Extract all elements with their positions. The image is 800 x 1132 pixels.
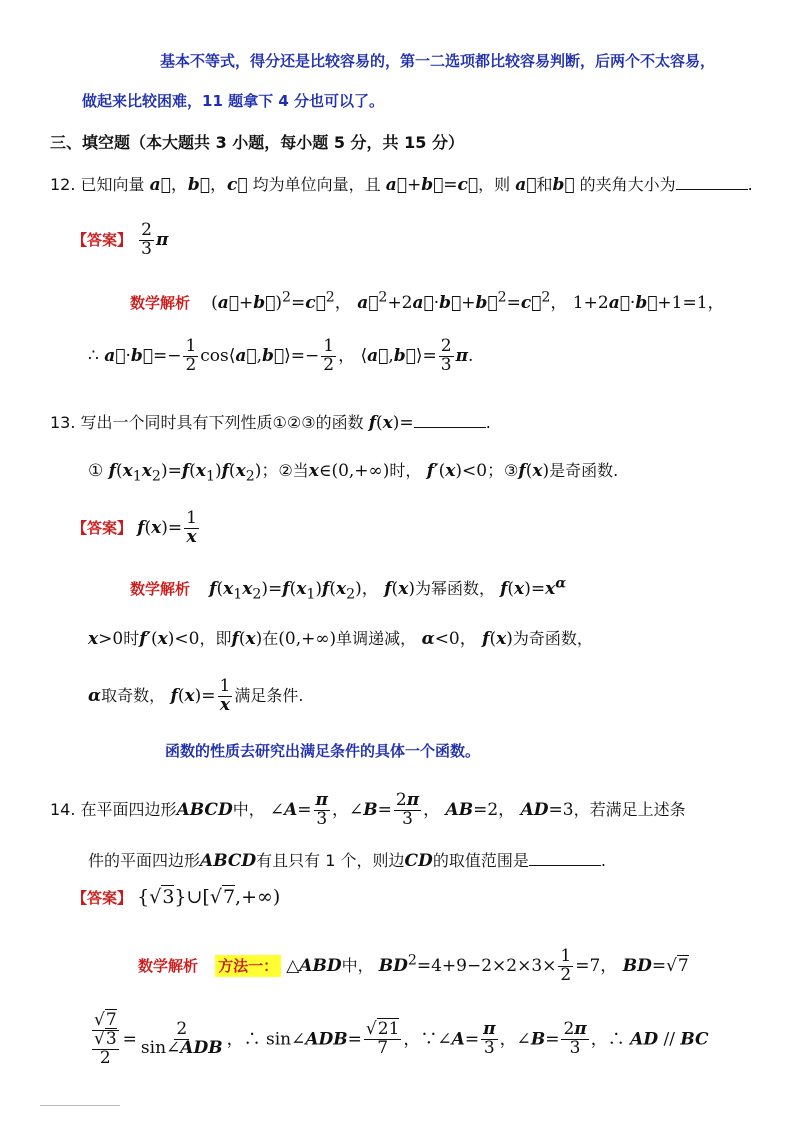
q13-text: 写出一个同时具有下列性质①②③的函数 <box>80 413 364 432</box>
q12-text-a: 已知向量 <box>80 175 145 194</box>
q13-number: 13. <box>50 413 76 432</box>
q13-sol-f: 为奇函数， <box>512 629 593 648</box>
q13-sol-c: ，即 <box>199 629 232 648</box>
q14-in: 中， <box>341 955 374 975</box>
q13-conditions: ① $f(x_1x_2)=f(x_1)f(x_2)$；②当x∈(0,+∞)时， f′(x)<0；③f(x)是奇函数. <box>88 461 619 485</box>
q14-solution-line-2: $\frac{√7}{\frac{√3}{2}}$ = $\frac{2}{\text{sin∠ADB}}$ ，∴ sin∠ADB= $\frac{√21}{7}$ ，∵∠A= $\frac{\pi}{3}$ ，∠B= $\frac{2\pi}{3}$ ，∴ AD // BC <box>94 1010 709 1068</box>
answer-blank <box>529 851 601 866</box>
comment-line-3: 函数的性质去研究出满足条件的具体一个函数。 <box>165 742 481 760</box>
comment-line-1: 基本不等式，得分还是比较容易的，第一二选项都比较容易判断，后两个不太容易， <box>160 52 716 70</box>
analysis-label: 数学解析 <box>130 294 191 312</box>
q12-number: 12. <box>50 175 76 194</box>
q13-sol-g: 取奇数， <box>101 685 166 705</box>
q12-and: 和 <box>536 175 553 194</box>
question-14: 14. 在平面四边形ABCD中， ∠A= $\frac{\pi}{3}$ ，∠B= $\frac{2\pi}{3}$ ， AB=2， AD=3，若满足上述条 <box>50 790 686 829</box>
q14-text-e: 有且只有 1 个，则边 <box>256 851 405 870</box>
q12-text-c: ，则 <box>478 175 511 194</box>
q14-text-c: ，若满足上述条 <box>573 799 686 819</box>
q13-sol-d: 在 <box>262 629 279 648</box>
q13-sol-e: 单调递减， <box>336 629 417 648</box>
q13-sol-b: 时 <box>123 629 140 648</box>
q13-solution-line-1: 数学解析 $f(x_1x_2)=f(x_1)f(x_2)$， f(x)为幂函数， $f(x)=x^\alpha$ <box>130 575 567 603</box>
q14-text-d: 件的平面四边形 <box>88 851 201 870</box>
analysis-label: 数学解析 <box>138 956 199 975</box>
question-12: 12. 已知向量 a⃗，b⃗，c⃗ 均为单位向量，且 a⃗+b⃗=c⃗，则 a⃗和b⃗ 的夹角大小为 . <box>50 175 753 195</box>
method-one-highlight: 方法一： <box>215 955 281 977</box>
q13-solution-line-3: α取奇数， f(x)= $\frac{1}{x}$ 满足条件. <box>88 676 304 715</box>
q12-solution-line-2: ∴ a⃗·b⃗=− $\frac{1}{2}$ cos⟨a⃗,b⃗⟩=− $\frac{1}{2}$ ， ⟨a⃗,b⃗⟩= $\frac{2}{3}$ π. <box>88 336 474 375</box>
q12-solution-line-1: 数学解析 (a⃗+b⃗)$^2$=c⃗$^2$， a⃗$^2$+2a⃗·b⃗+b⃗$^2$=c⃗$^2$， 1+2a⃗·b⃗+1=1， <box>130 289 725 313</box>
q14-text-a: 在平面四边形 <box>80 799 177 819</box>
answer-blank <box>676 175 748 190</box>
section-heading: 三、填空题（本大题共 3 小题，每小题 5 分，共 15 分） <box>50 133 464 152</box>
analysis-label: 数学解析 <box>130 580 191 598</box>
answer-tag: 【答案】 <box>72 230 133 249</box>
answer-blank <box>414 413 486 428</box>
q13-sol-a: 为幂函数， <box>414 579 495 598</box>
q14-number: 14. <box>50 799 76 819</box>
q13-sol-h: 满足条件. <box>234 685 304 705</box>
answer-tag: 【答案】 <box>72 889 133 907</box>
q12-answer: 【答案】 $\frac{2}{3}$ π <box>72 220 169 259</box>
q13-solution-line-2: x>0时f′(x)<0，即f(x)在(0,+∞)单调递减， α<0， f(x)为奇函数， <box>88 629 593 649</box>
q14-text-f: 的取值范围是 <box>432 851 529 870</box>
q14-text-b: 中， <box>232 799 265 819</box>
q14-answer: 【答案】 {√3}∪[√7,+∞) <box>72 886 281 908</box>
q13-answer: 【答案】 f(x)= $\frac{1}{x}$ <box>72 508 197 547</box>
q12-text-b: 均为单位向量，且 <box>252 175 381 194</box>
q12-text-d: 的夹角大小为 <box>579 175 676 194</box>
q14-line-2: 件的平面四边形ABCD有且只有 1 个，则边CD的取值范围是 . <box>88 851 606 871</box>
answer-tag: 【答案】 <box>72 518 133 537</box>
q14-solution-line-1: 数学解析 方法一： △ABD中， $BD^2=4+9-2\times 2\times 3\times$ $\frac{1}{2}$ =7， BD=√7 <box>138 946 689 985</box>
footer-rule <box>40 1105 120 1106</box>
comment-line-2: 做起来比较困难，11 题拿下 4 分也可以了。 <box>82 92 384 110</box>
question-13: 13. 写出一个同时具有下列性质①②③的函数 f(x)= . <box>50 413 491 433</box>
